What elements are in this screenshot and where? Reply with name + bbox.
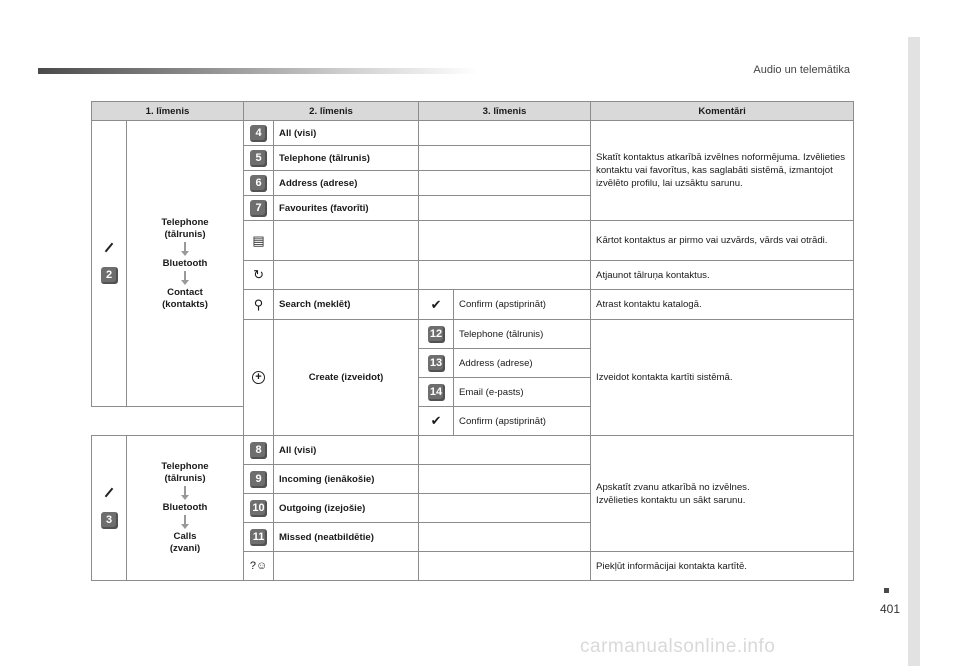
checkmark-icon: ✔: [430, 413, 442, 428]
number-cell: [244, 196, 274, 221]
item-label: Create (izveidot): [274, 320, 419, 436]
icon-cell: [244, 221, 274, 261]
sort-contacts-icon: ▤: [252, 232, 265, 248]
empty-cell: [419, 523, 591, 552]
number-cell: [419, 349, 454, 378]
icon-cell: [244, 552, 274, 581]
item-label: Confirm (apstiprināt): [454, 290, 591, 320]
item-label: Telephone (tālrunis): [274, 146, 419, 171]
add-contact-icon: +: [252, 371, 265, 384]
path-step: Telephone (tālrunis): [161, 216, 209, 240]
column-header: 3. līmenis: [419, 102, 591, 121]
icon-cell: [419, 407, 454, 436]
empty-cell: [419, 494, 591, 523]
empty-cell: [419, 552, 591, 581]
spacer-cell: [92, 407, 244, 436]
pen-icon: [104, 243, 114, 253]
empty-cell: [419, 221, 591, 261]
icon-cell: [419, 290, 454, 320]
number-cell: [244, 171, 274, 196]
search-icon: ⚲: [253, 296, 264, 312]
comment-cell: Piekļūt informācijai kontakta kartītē.: [591, 552, 854, 581]
empty-cell: [419, 436, 591, 465]
column-header: Komentāri: [591, 102, 854, 121]
table-header-row: [92, 102, 854, 121]
item-label: All (visi): [274, 436, 419, 465]
item-label: Address (adrese): [454, 349, 591, 378]
number-badge: 14: [428, 384, 445, 401]
comment-cell: Atrast kontaktu katalogā.: [591, 290, 854, 320]
comment-cell: Atjaunot tālruņa kontaktus.: [591, 261, 854, 290]
number-cell: [244, 523, 274, 552]
table-row: [92, 436, 854, 465]
item-label: Missed (neatbildētie): [274, 523, 419, 552]
arrow-down-icon: [180, 271, 190, 285]
right-margin-bar: [908, 37, 920, 666]
level1-cell: [92, 121, 127, 407]
menu-table: [91, 101, 854, 581]
number-cell: [244, 121, 274, 146]
number-badge: 12: [428, 326, 445, 343]
number-cell: [244, 494, 274, 523]
number-badge: 4: [250, 125, 267, 142]
number-cell: [419, 378, 454, 407]
comment-cell: Kārtot kontaktus ar pirmo vai uzvārds, vārds vai otrādi.: [591, 221, 854, 261]
item-label: All (visi): [274, 121, 419, 146]
item-label: Telephone (tālrunis): [454, 320, 591, 349]
icon-cell: [244, 261, 274, 290]
number-badge: 9: [250, 471, 267, 488]
level1-cell: [92, 436, 127, 581]
header-gradient-bar: [38, 68, 478, 74]
path-step: Telephone (tālrunis): [161, 461, 209, 484]
path-step: Calls (zvani): [169, 531, 201, 554]
empty-cell: [274, 552, 419, 581]
item-label: Outgoing (izejošie): [274, 494, 419, 523]
item-label: Email (e-pasts): [454, 378, 591, 407]
number-badge: 13: [428, 355, 445, 372]
item-label: Confirm (apstiprināt): [454, 407, 591, 436]
level1-number-badge: 3: [101, 512, 118, 529]
number-cell: [244, 436, 274, 465]
item-label: Incoming (ienākošie): [274, 465, 419, 494]
path-step: Contact (kontakts): [162, 286, 208, 310]
item-label: Search (meklēt): [274, 290, 419, 320]
table-row: [92, 121, 854, 146]
icon-cell: [244, 320, 274, 436]
level2-path-cell: [127, 121, 244, 407]
empty-cell: [419, 171, 591, 196]
item-label: Favourites (favorīti): [274, 196, 419, 221]
refresh-icon: ↻: [253, 267, 264, 282]
pen-icon: [104, 488, 114, 498]
empty-cell: [274, 261, 419, 290]
empty-cell: [274, 221, 419, 261]
empty-cell: [419, 261, 591, 290]
empty-cell: [419, 146, 591, 171]
column-header: 1. līmenis: [92, 102, 244, 121]
empty-cell: [419, 121, 591, 146]
contact-info-icon: ?☺: [249, 560, 268, 572]
watermark: carmanualsonline.info: [580, 636, 776, 657]
page-marker: [884, 588, 889, 593]
arrow-down-icon: [180, 515, 190, 529]
checkmark-icon: ✔: [430, 296, 442, 312]
comment-cell: Izveidot kontakta kartīti sistēmā.: [591, 320, 854, 436]
empty-cell: [419, 465, 591, 494]
path-step: Bluetooth: [162, 502, 208, 513]
section-title: Audio un telemātika: [753, 64, 850, 76]
empty-cell: [419, 196, 591, 221]
level2-path-cell: [127, 436, 244, 581]
number-badge: 11: [250, 529, 267, 546]
page-number: 401: [880, 602, 901, 616]
number-badge: 6: [250, 175, 267, 192]
number-cell: [244, 146, 274, 171]
number-cell: [244, 465, 274, 494]
number-badge: 7: [250, 200, 267, 217]
arrow-down-icon: [180, 242, 190, 256]
item-label: Address (adrese): [274, 171, 419, 196]
level1-number-badge: 2: [101, 267, 118, 284]
arrow-down-icon: [180, 486, 190, 500]
comment-cell: Skatīt kontaktus atkarībā izvēlnes noformējuma. Izvēlieties kontaktu vai favorītus, kas saglabāti sistēmā, izmantojot izvēlēto profilu, lai uzsāktu sarunu.: [591, 121, 854, 221]
column-header: 2. līmenis: [244, 102, 419, 121]
number-cell: [419, 320, 454, 349]
number-badge: 10: [250, 500, 267, 517]
path-step: Bluetooth: [162, 257, 208, 269]
number-badge: 8: [250, 442, 267, 459]
comment-cell: Apskatīt zvanu atkarībā no izvēlnes. Izvēlieties kontaktu un sākt sarunu.: [591, 436, 854, 552]
number-badge: 5: [250, 150, 267, 167]
icon-cell: [244, 290, 274, 320]
